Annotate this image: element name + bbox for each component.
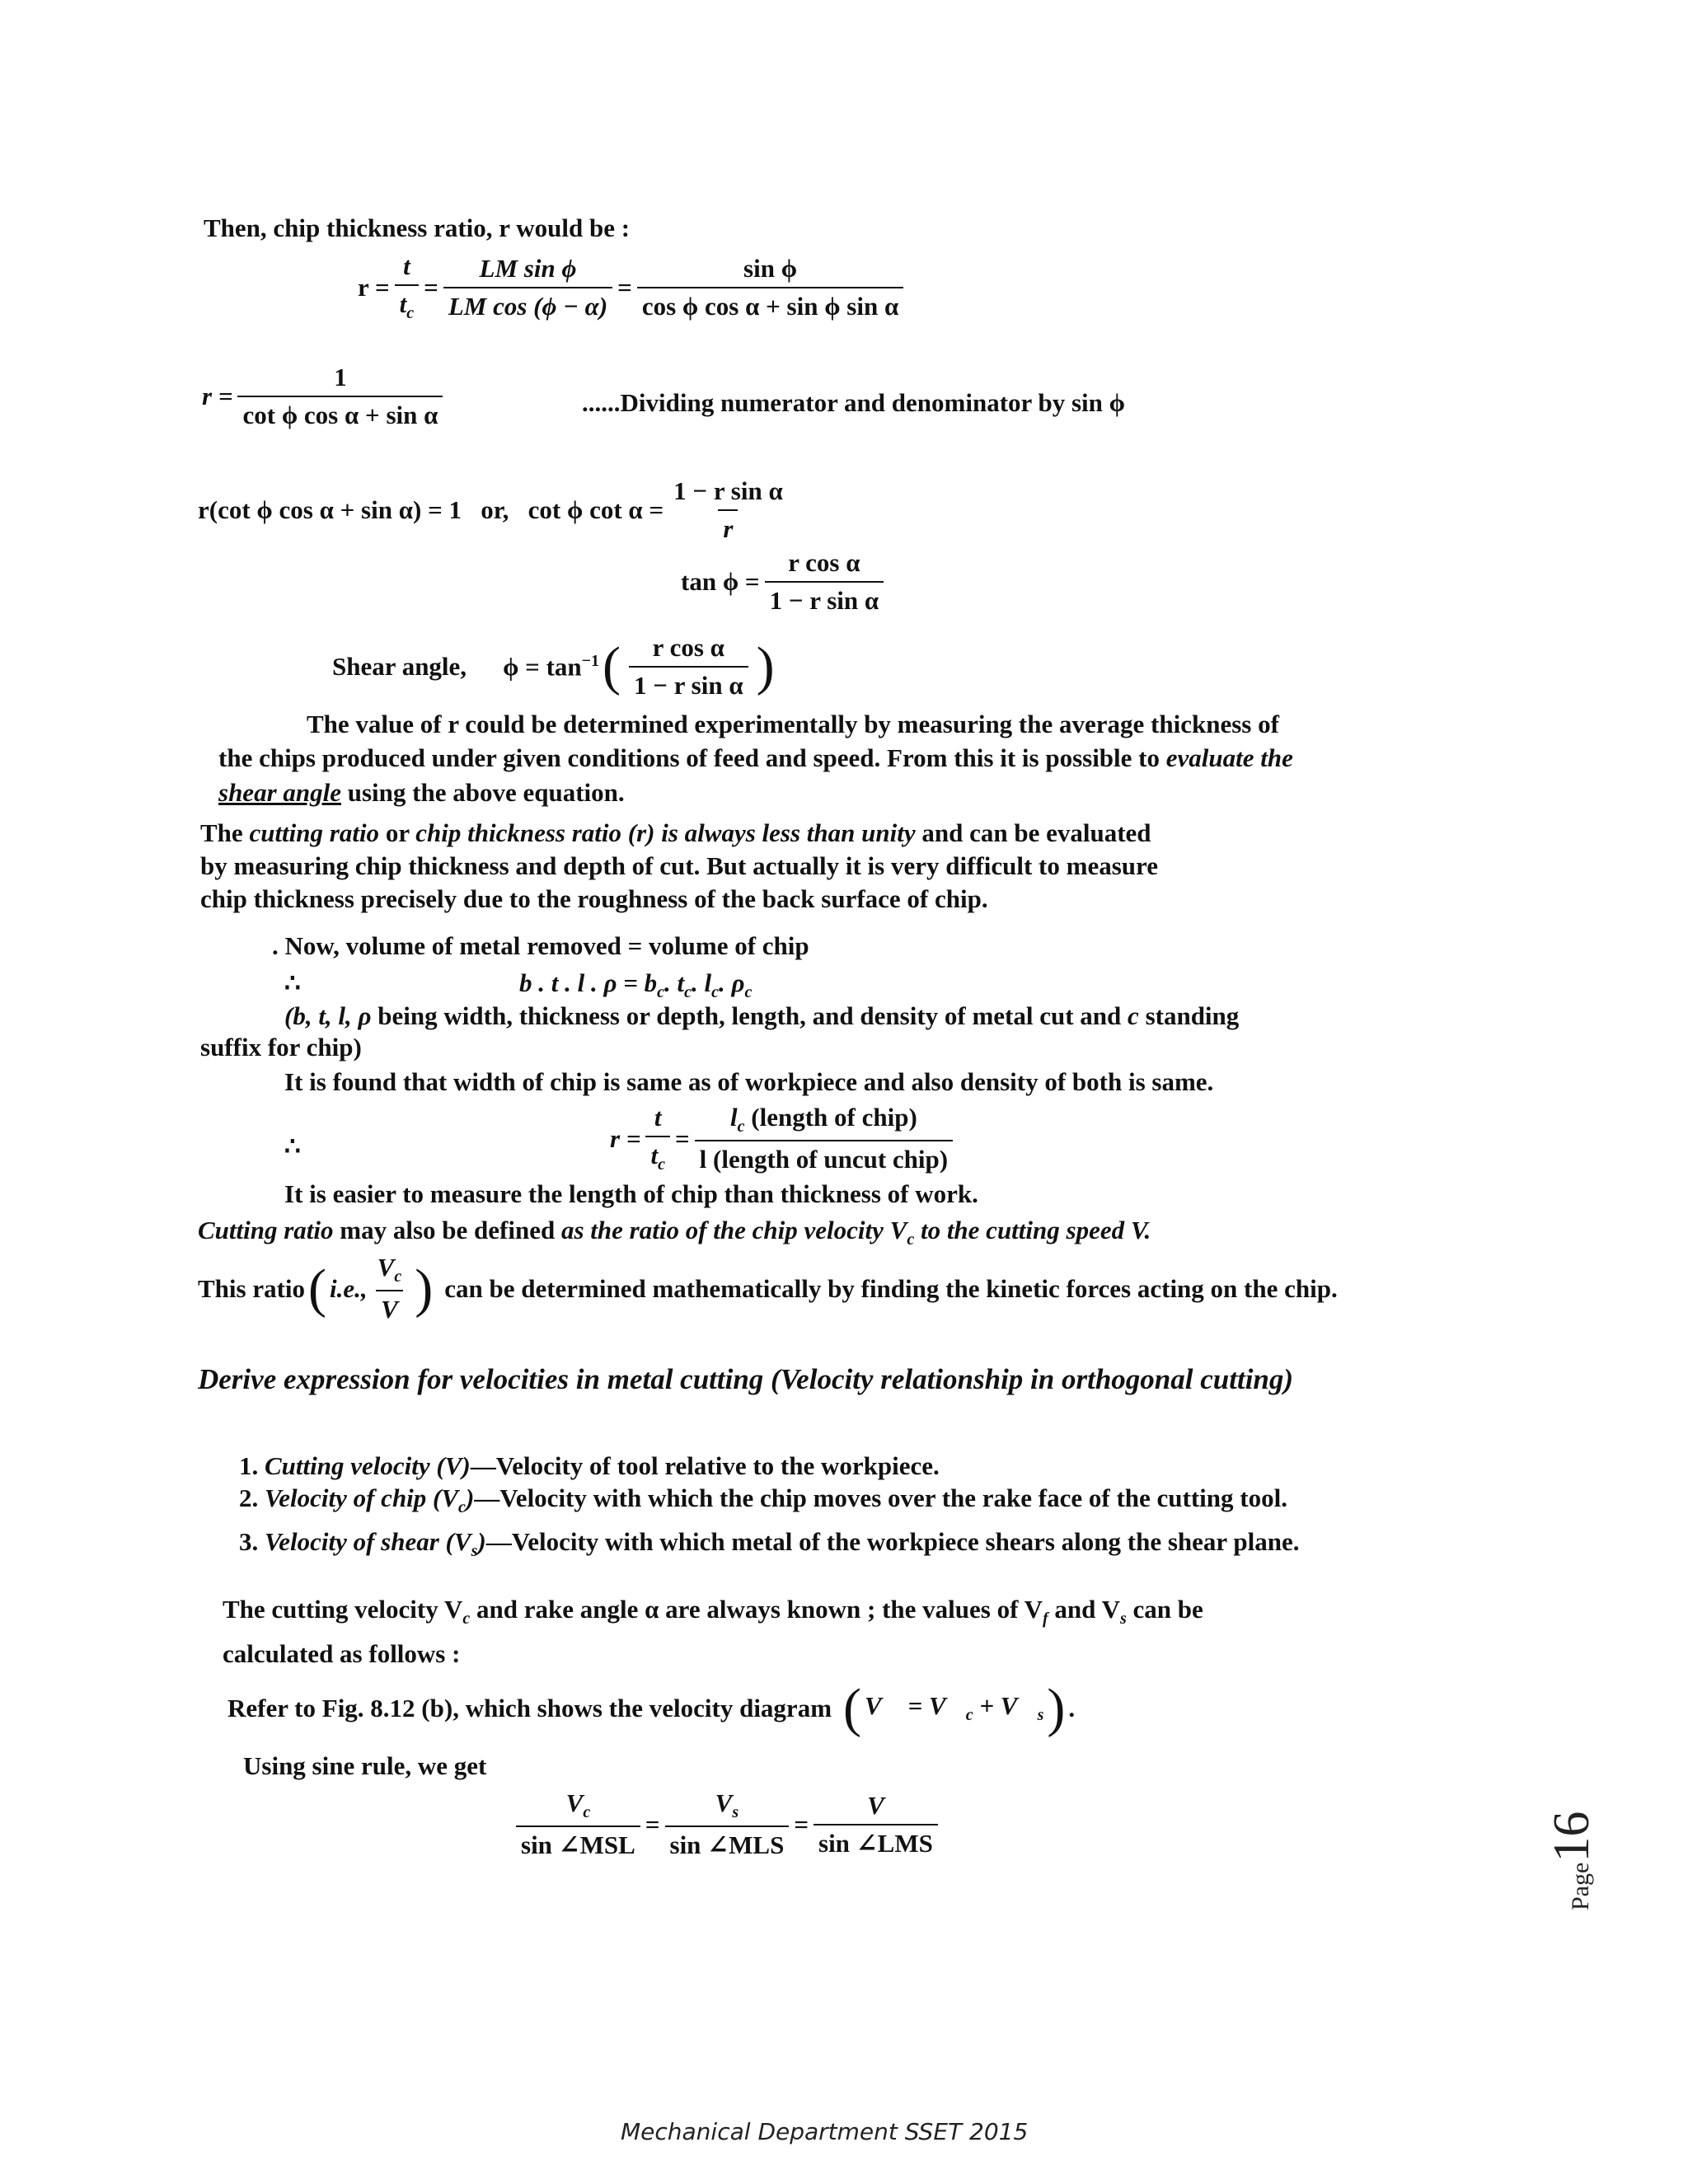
vol-sub: c (744, 983, 753, 1002)
list-number: 3. (239, 1527, 259, 1556)
fraction-vc-v (373, 1253, 407, 1324)
ratio-text-c: or (379, 818, 416, 847)
vec-eq-b: + V⃗ (973, 1691, 1038, 1721)
num-italic: l (730, 1103, 738, 1132)
equals-sign: = (794, 1809, 809, 1839)
fraction-one-over-cot (237, 363, 443, 430)
line3-text: using the above equation. (341, 778, 625, 807)
this-ratio-rest: can be determined mathematically by finding the kinetic forces acting on the chip. (444, 1273, 1338, 1303)
list-term: Velocity of shear (V (265, 1527, 471, 1556)
eq-lhs: r = (202, 382, 233, 410)
therefore-symbol: ∴ (284, 968, 301, 997)
equation-note: ......Dividing numerator and denominator by sin ϕ (582, 388, 1125, 417)
vol-sub: c (657, 983, 664, 1002)
list-number: 1. (239, 1451, 259, 1480)
den-sub: c (406, 304, 415, 323)
fraction-denominator: LM cos (ϕ − α) (443, 287, 612, 321)
page-label: Page (1567, 1862, 1594, 1910)
section-heading: Derive expression for velocities in metal cutting (Velocity relationship in orthogonal cutting) (198, 1363, 1294, 1395)
num-sub: c (394, 1268, 402, 1286)
ie-text: i.e., (330, 1273, 368, 1303)
refer-text: Refer to Fig. 8.12 (b), which shows the velocity diagram (227, 1694, 832, 1722)
fraction-numerator: 1 − r sin α (673, 476, 783, 505)
vec-sub-s: s (1037, 1706, 1044, 1725)
fraction-denominator: cot ϕ cos α + sin α (237, 396, 443, 430)
known-d: can be (1126, 1595, 1203, 1624)
fraction-numerator (561, 1788, 596, 1825)
den-sub: c (658, 1155, 665, 1174)
right-paren: ) (756, 636, 775, 696)
fraction-denominator: sin ∠MSL (516, 1825, 640, 1860)
list-item (239, 1525, 1299, 1568)
fraction-denominator (395, 284, 420, 323)
list-desc: —Velocity with which metal of the workpiece shears along the shear plane. (485, 1527, 1300, 1556)
vr-text-b: may also be defined (333, 1216, 561, 1244)
num-text: V (377, 1253, 395, 1282)
fraction-vc (516, 1788, 640, 1860)
para-experiment-line1: The value of r could be determined experimentally by measuring the average thickness of (307, 710, 1279, 738)
vec-sub-c: c (965, 1706, 973, 1725)
num-text: (length of chip) (744, 1103, 917, 1132)
known-b: and rake angle α are always known ; the values of V (470, 1595, 1043, 1624)
def-italic-c: c (1128, 1001, 1139, 1030)
fraction-denominator: V (376, 1290, 403, 1324)
fraction-numerator: 1 (334, 363, 347, 391)
right-paren: ) (415, 1258, 434, 1319)
ratio-text-e: and can be evaluated (915, 818, 1151, 847)
right-paren: ) (1047, 1678, 1066, 1738)
ratio-italic-d: chip thickness ratio (r) is always less than unity (415, 818, 916, 847)
known-c: and V (1048, 1595, 1120, 1624)
left-paren: ( (308, 1258, 327, 1319)
den-text: t (650, 1141, 659, 1169)
fraction-t-over-tc (395, 251, 420, 323)
equation-cot (198, 476, 793, 544)
list-term: Velocity of chip (V (265, 1483, 459, 1512)
line2-text: the chips produced under given conditions of feed and speed. From this it is possible to (218, 743, 1166, 772)
para-experiment-line2 (218, 741, 1293, 776)
vol-eq-a: b . t . l . ρ = b (519, 968, 658, 997)
vec-eq-a: V⃗ = V⃗ (865, 1691, 966, 1721)
list-term-end: ) (477, 1527, 486, 1556)
num-sub: c (737, 1118, 745, 1137)
refer-line (227, 1678, 1076, 1738)
volume-line: . Now, volume of metal removed = volume of chip (272, 931, 809, 960)
fraction-numerator: sin ϕ (743, 253, 798, 283)
num-text: V (715, 1788, 733, 1817)
eq-lhs (503, 652, 599, 682)
velocity-ratio (198, 1213, 1151, 1257)
equation-tan (681, 548, 889, 616)
eq-lhs: tan ϕ = (681, 567, 760, 596)
vol-eq-c: . l (692, 968, 712, 997)
equation-shear-angle (332, 633, 778, 701)
equals-sign: = (617, 272, 632, 302)
ratio-italic-b: cutting ratio (249, 818, 380, 847)
fraction-numerator (373, 1253, 407, 1290)
list-term: Cutting velocity (V) (265, 1451, 471, 1480)
eq-left: r(cot ϕ cos α + sin α) = 1 or, cot ϕ cot α = (198, 495, 664, 524)
fraction-numerator: r cos α (788, 548, 860, 577)
vr-sub: c (907, 1230, 915, 1249)
para-ratio-line3: chip thickness precisely due to the roughness of the back surface of chip. (200, 884, 988, 913)
list-term-sub: c (458, 1498, 466, 1517)
para-experiment-line3 (218, 776, 625, 810)
intro-text: Then, chip thickness ratio, r would be : (204, 213, 631, 242)
list-term-sub: s (471, 1542, 478, 1561)
list-desc: —Velocity with which the chip moves over the rake face of the cutting tool. (474, 1483, 1287, 1512)
num-text: V (565, 1788, 584, 1817)
fraction-numerator: LM sin ϕ (479, 253, 577, 283)
def-symbols-line2: suffix for chip) (200, 1033, 362, 1062)
known-a: The cutting velocity V (223, 1595, 463, 1624)
def-symbols-line1 (284, 999, 1239, 1033)
fraction-denominator: sin ∠LMS (814, 1824, 938, 1858)
width-note: It is found that width of chip is same as of workpiece and also density of both is same. (284, 1067, 1214, 1096)
list-item (239, 1449, 940, 1483)
lhs-text: ϕ = tan (503, 652, 582, 682)
fraction-t-tc (645, 1103, 670, 1174)
lhs-sup: −1 (581, 651, 600, 670)
fraction-denominator: r (718, 509, 738, 544)
fraction-numerator: V (867, 1790, 884, 1820)
fraction-numerator: t (403, 251, 410, 280)
vol-eq-d: . ρ (719, 968, 745, 997)
fraction-v (814, 1791, 938, 1858)
fraction-denominator (645, 1136, 670, 1174)
num-sub: s (732, 1803, 739, 1822)
fraction-denominator: l (length of uncut chip) (695, 1140, 953, 1174)
known-sub2: f (1042, 1610, 1048, 1629)
fraction-lm (443, 254, 612, 321)
list-desc: —Velocity of tool relative to the workpiece. (470, 1451, 940, 1480)
equation-r-cot (202, 363, 448, 430)
easier-note: It is easier to measure the length of chip than thickness of work. (284, 1179, 978, 1208)
shear-label: Shear angle, (332, 652, 467, 681)
vr-italic-a: Cutting ratio (198, 1216, 334, 1244)
this-ratio-line (198, 1253, 1338, 1324)
fraction-denominator: 1 − r sin α (765, 581, 884, 616)
fraction-sin-cos (637, 254, 903, 321)
vol-sub: c (684, 983, 692, 1002)
para-ratio-line2: by measuring chip thickness and depth of cut. But actually it is very difficult to measure (200, 851, 1158, 880)
list-number: 2. (239, 1483, 259, 1512)
known-sub1: c (462, 1610, 471, 1629)
fraction-length (695, 1103, 953, 1174)
vr-italic-c: as the ratio of the chip velocity V (560, 1216, 907, 1244)
velocity-vector-eq (865, 1691, 1043, 1725)
fraction-cot (668, 476, 788, 544)
vr-italic-e: to the cutting speed V. (914, 1216, 1151, 1244)
num-sub: c (583, 1803, 591, 1822)
known-line1 (223, 1592, 1203, 1636)
fraction-denominator: cos ϕ cos α + sin ϕ sin α (637, 287, 903, 321)
fraction-shear (629, 633, 748, 701)
known-line2: calculated as follows : (223, 1639, 461, 1668)
para-ratio-line1 (200, 816, 1151, 851)
page-number-block (1543, 1811, 1601, 1910)
fraction-numerator: r cos α (652, 633, 724, 662)
page-footer: Mechanical Department SSET 2015 (621, 2118, 1029, 2145)
equals-sign: = (424, 272, 438, 302)
def-text-d: standing (1138, 1001, 1240, 1030)
this-ratio-text: This ratio (198, 1273, 306, 1303)
left-paren: ( (843, 1678, 861, 1738)
left-paren: ( (603, 636, 621, 696)
line2-italic: evaluate the (1165, 743, 1293, 772)
def-italic-a: (b, t, l, ρ (284, 1001, 372, 1030)
equation-length (610, 1103, 958, 1174)
list-term-end: ) (465, 1483, 475, 1512)
eq-lhs: r = (358, 272, 390, 302)
def-text-b: being width, thickness or depth, length, and density of metal cut and (371, 1001, 1128, 1030)
page-number: 16 (1544, 1811, 1600, 1863)
equation-r-phi (358, 251, 908, 323)
fraction-denominator: sin ∠MLS (665, 1825, 790, 1860)
eq-lhs: r = (610, 1123, 641, 1153)
line3-italic: shear angle (218, 778, 341, 807)
therefore-symbol-2: ∴ (284, 1132, 301, 1160)
fraction-numerator (710, 1788, 743, 1825)
equals-sign: = (675, 1123, 690, 1153)
ratio-text-a: The (200, 818, 250, 847)
list-item (239, 1481, 1287, 1525)
fraction-vs (665, 1788, 790, 1860)
period: . (1068, 1694, 1076, 1722)
known-sub3: s (1119, 1610, 1127, 1629)
fraction-numerator (725, 1103, 922, 1140)
den-text: t (399, 289, 407, 318)
fraction-tan (765, 548, 884, 616)
sine-rule-line: Using sine rule, we get (243, 1751, 487, 1780)
fraction-denominator: 1 − r sin α (629, 666, 748, 701)
vol-sub: c (711, 983, 720, 1002)
equation-sine-rule (511, 1788, 943, 1860)
vol-eq-b: . t (664, 968, 685, 997)
equals-sign: = (645, 1809, 660, 1839)
fraction-numerator: t (654, 1103, 662, 1132)
